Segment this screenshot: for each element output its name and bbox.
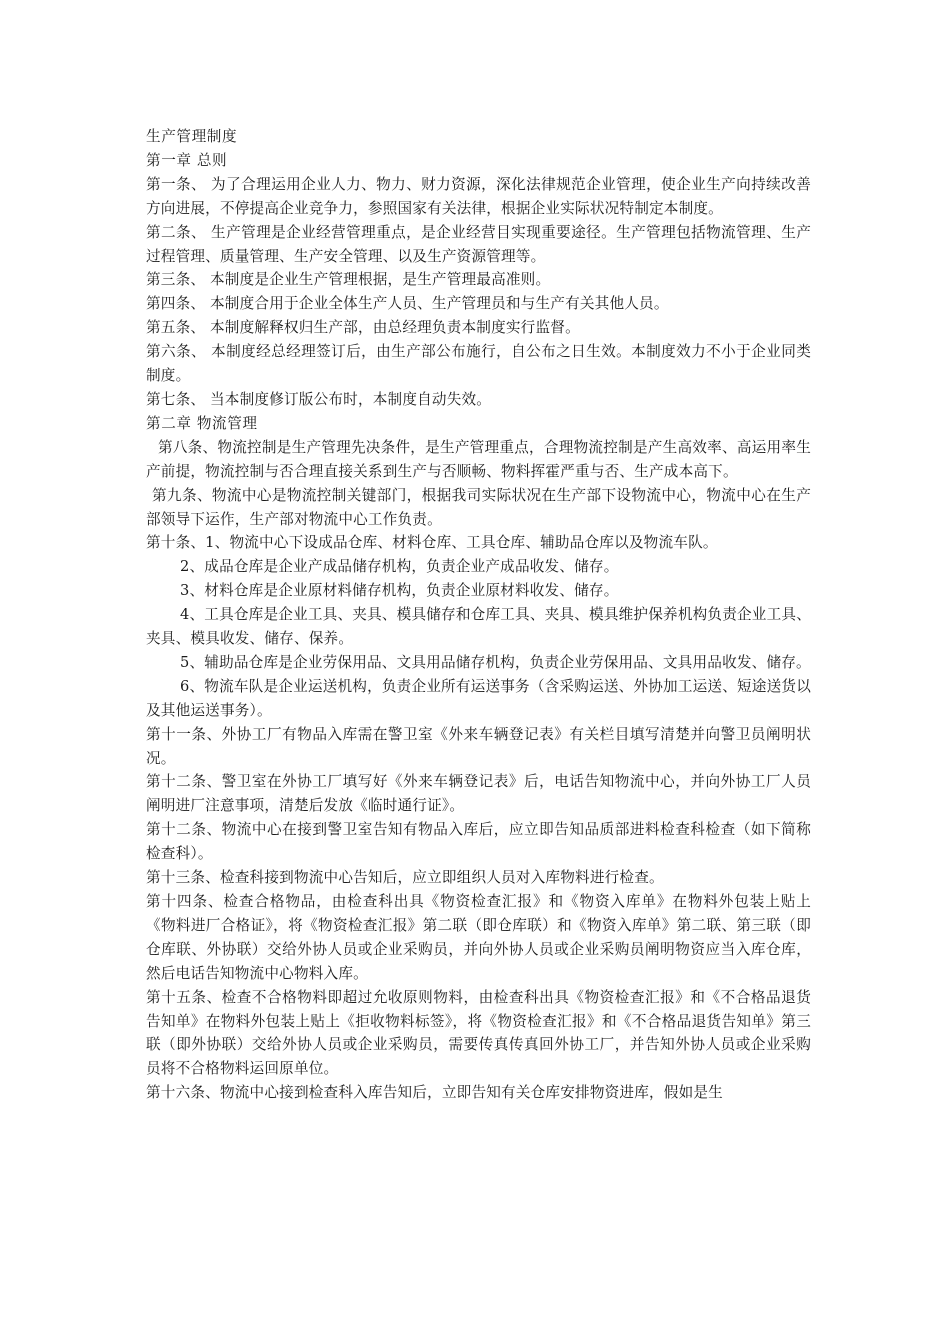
article-7: 第七条、 当本制度修订版公布时，本制度自动失效。 [146, 390, 492, 408]
article-6: 第六条、 本制度经总经理签订后，由生产部公布施行，自公布之日生效。本制度效力不小于企业同类制度。 [146, 343, 811, 385]
article-10-item-6: 6、物流车队是企业运送机构，负责企业所有运送事务（含采购运送、外协加工运送、短途送货以及其他运送事务）。 [146, 677, 811, 719]
article-11: 第十一条、外协工厂有物品入库需在警卫室《外来车辆登记表》有关栏目填写清楚并向警卫员阐明状况。 [146, 725, 811, 767]
article-16: 第十六条、物流中心接到检查科入库告知后，立即告知有关仓库安排物资进库，假如是生 [146, 1084, 723, 1102]
article-10-item-4: 4、工具仓库是企业工具、夹具、模具储存和仓库工具、夹具、模具维护保养机构负责企业工具、夹具、模具收发、储存、保养。 [146, 606, 811, 648]
article-12a: 第十二条、警卫室在外协工厂填写好《外来车辆登记表》后，电话告知物流中心，并向外协工厂人员阐明进厂注意事项，清楚后发放《临时通行证》。 [146, 773, 811, 815]
document-body [146, 125, 811, 1105]
article-12b: 第十二条、物流中心在接到警卫室告知有物品入库后，应立即告知品质部进料检查科检查（如下简称检查科）。 [146, 821, 811, 863]
article-15: 第十五条、检查不合格物料即超过允收原则物料，由检查科出具《物资检查汇报》和《不合格品退货告知单》在物料外包装上贴上《拒收物料标签》，将《物资检查汇报》和《不合格品退货告知单》第三联（即外协联）交给外协人员或企业采购员，需要传真传真回外协工厂，并告知外协人员或企业采购员将不合格物料运回原单位。 [146, 988, 811, 1078]
article-13: 第十三条、检查科接到物流中心告知后，应立即组织人员对入库物料进行检查。 [146, 869, 664, 887]
article-5: 第五条、 本制度解释权归生产部，由总经理负责本制度实行监督。 [146, 319, 580, 337]
article-14: 第十四条、检查合格物品，由检查科出具《物资检查汇报》和《物资入库单》在物料外包装上贴上《物料进厂合格证》，将《物资检查汇报》第二联（即仓库联）和《物资入库单》第二联、第三联（即仓库联、外协联）交给外协人员或企业采购员，并向外协人员或企业采购员阐明物资应当入库仓库，然后电话告知物流中心物料入库。 [146, 893, 811, 982]
article-8: 第八条、物流控制是生产管理先决条件，是生产管理重点，合理物流控制是产生高效率、高运用率生产前提，物流控制与否合理直接关系到生产与否顺畅、物料挥霍严重与否、生产成本高下。 [146, 438, 811, 480]
chapter-heading-2: 第二章 物流管理 [146, 414, 258, 432]
chapter-heading-1: 第一章 总则 [146, 151, 228, 169]
article-4: 第四条、 本制度合用于企业全体生产人员、生产管理员和与生产有关其他人员。 [146, 295, 669, 313]
article-9: 第九条、物流中心是物流控制关键部门，根据我司实际状况在生产部下设物流中心，物流中心在生产部领导下运作，生产部对物流中心工作负责。 [146, 486, 811, 528]
article-10-item-2: 2、成品仓库是企业产成品储存机构，负责企业产成品收发、储存。 [180, 558, 619, 576]
article-1: 第一条、 为了合理运用企业人力、物力、财力资源，深化法律规范企业管理，使企业生产向持续改善方向进展，不停提高企业竞争力，参照国家有关法律，根据企业实际状况特制定本制度。 [146, 175, 811, 217]
document-title: 生产管理制度 [146, 128, 238, 145]
article-2: 第二条、 生产管理是企业经营管理重点，是企业经营目实现重要途径。生产管理包括物流管理、生产过程管理、质量管理、生产安全管理、以及生产资源管理等。 [146, 223, 811, 265]
article-10: 第十条、1、物流中心下设成品仓库、材料仓库、工具仓库、辅助品仓库以及物流车队。 [146, 534, 718, 552]
article-3: 第三条、 本制度是企业生产管理根据，是生产管理最高准则。 [146, 271, 551, 289]
article-10-item-3: 3、材料仓库是企业原材料储存机构，负责企业原材料收发、储存。 [180, 582, 619, 600]
article-10-item-5: 5、辅助品仓库是企业劳保用品、文具用品储存机构，负责企业劳保用品、文具用品收发、储存。 [180, 653, 811, 671]
